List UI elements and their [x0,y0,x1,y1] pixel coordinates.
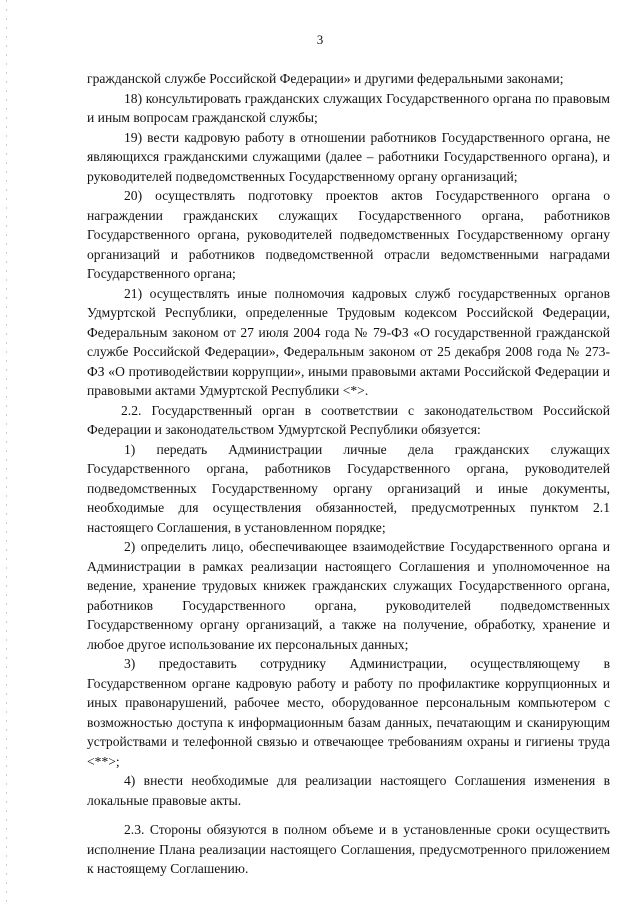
paragraph-item-21: 21) осуществлять иные полномочия кадровых служб государственных органов Удмуртской Республики, определенные Трудовым кодексом Российской Федерации, Федеральным законом от 27 июля 2004 года № 79-ФЗ «О государственной гражданской службе Российской Федерации», Федеральным законом от 25 декабря 2008 года № 273-ФЗ «О противодействии коррупции», иными правовыми актами Российской Федерации и правовыми актами Удмуртской Республики <*>. [87,285,610,398]
paragraph-item-20: 20) осуществлять подготовку проектов актов Государственного органа о награждении гражданских служащих Государственного органа, работников Государственного органа, руководителей подведомственных Государственному органу организаций и работников подведомственной отрасли ведомственными наградами Государственного органа; [87,188,610,281]
document-body [87,69,610,879]
paragraph-2-2-item-4: 4) внести необходимые для реализации настоящего Соглашения изменения в локальные правовые акты. [87,773,610,808]
paragraph-section-2-3: 2.3. Стороны обязуются в полном объеме и в установленные сроки осуществить исполнение Плана реализации настоящего Соглашения, предусмотренного приложением к настоящему Соглашению. [87,822,610,876]
paragraph-continuation: гражданской службе Российской Федерации» и другими федеральными законами; [87,71,564,86]
paragraph-item-19: 19) вести кадровую работу в отношении работников Государственного органа, не являющихся гражданскими служащими (далее – работники Государственного органа), и руководителей подведомственных Государственному органу организаций; [87,129,610,184]
paragraph-2-2-item-3: 3) предоставить сотруднику Администрации, осуществляющему в Государственном органе кадровую работу и работу по профилактике коррупционных и иных правонарушений, рабочее место, оборудованное персональным компьютером с возможностью доступа к информационным базам данных, печатающим и сканирующим устройствами и телефонной связью и отвечающее требованиям охраны и гигиены труда <**>; [87,656,610,769]
page-number: 3 [316,32,324,47]
paragraph-item-18: 18) консультировать гражданских служащих Государственного органа по правовым и иным вопросам гражданской службы; [87,90,610,125]
scan-margin-line [6,0,7,905]
paragraph-2-2-item-1: 1) передать Администрации личные дела гражданских служащих Государственного органа, работников Государственного органа, руководителей подведомственных Государственному органу организаций и иные документы, необходимые для осуществления обязанностей, предусмотренных пунктом 2.1 настоящего Соглашения, в установленном порядке; [87,441,610,535]
paragraph-section-2-2: 2.2. Государственный орган в соответствии с законодательством Российской Федерации и законодательством Удмуртской Республики обязуется: [87,402,610,437]
paragraph-2-2-item-2: 2) определить лицо, обеспечивающее взаимодействие Государственного органа и Администрации в рамках реализации настоящего Соглашения и уполномоченное на ведение, хранение трудовых книжек гражданских служащих Государственного органа, работников Государственного органа, руководителей подведомственных Государственному органу организаций, а также на получение, обработку, хранение и любое другое использование их персональных данных; [87,539,610,652]
